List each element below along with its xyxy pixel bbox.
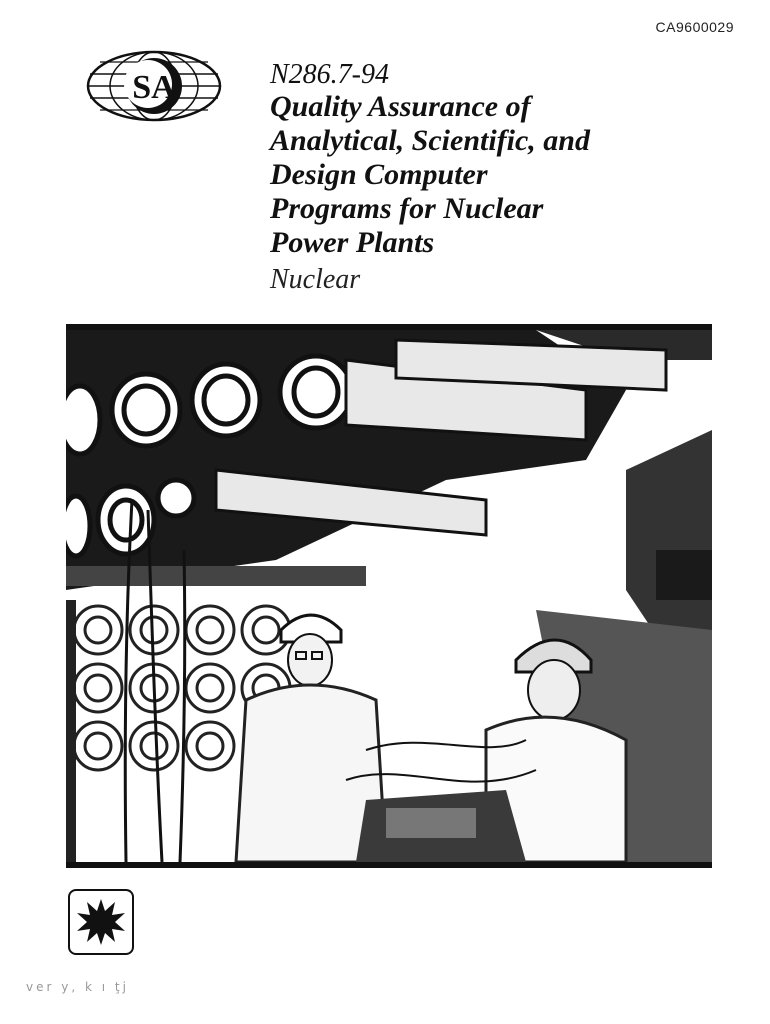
- standard-number: N286.7-94: [270, 59, 389, 90]
- document-id: CA9600029: [655, 19, 734, 35]
- series-label: Nuclear: [270, 264, 361, 295]
- csa-globe-logo-icon: [86, 50, 222, 122]
- title-line-3: Design Computer: [270, 158, 488, 191]
- document-title: [270, 90, 740, 260]
- title-line-5: Power Plants: [270, 226, 435, 259]
- title-line-2: Analytical, Scientific, and: [270, 124, 590, 157]
- logo-lettering: SA: [132, 69, 176, 106]
- title-line-1: Quality Assurance of: [270, 90, 531, 123]
- title-line-4: Programs for Nuclear: [270, 192, 544, 225]
- nuclear-star-badge-icon: [68, 889, 134, 955]
- cover-photo: [66, 324, 712, 868]
- title-block: [270, 60, 740, 296]
- scan-artifact-text: ver y, k ı ţj: [26, 980, 129, 994]
